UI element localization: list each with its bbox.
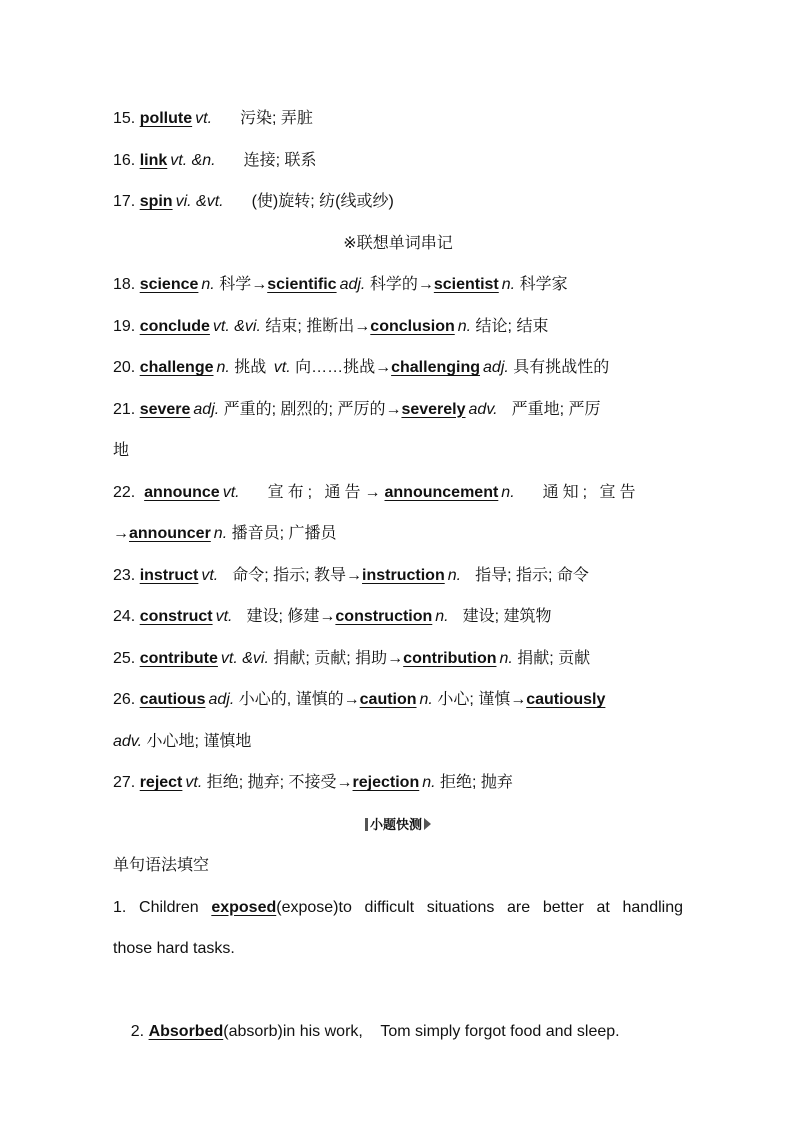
part-of-speech: vt. — [185, 774, 203, 791]
question-2 — [113, 970, 683, 1040]
definition: 挑战 — [234, 359, 271, 376]
part-of-speech: n. — [501, 276, 516, 293]
derived-word: scientist — [433, 276, 499, 293]
question-1-continuation: those hard tasks. — [113, 940, 235, 957]
entry-18 — [113, 264, 683, 306]
part-of-speech: adj. — [483, 359, 509, 376]
definition: 小心的, 谨慎的→ — [238, 691, 360, 708]
part-of-speech: n. — [499, 649, 513, 667]
entry-number: 17. — [113, 193, 140, 210]
entry-25 — [113, 638, 683, 680]
entry-23 — [113, 555, 683, 597]
part-of-speech: n. — [422, 774, 436, 791]
derived-word: construction — [335, 608, 433, 625]
part-of-speech: n. — [447, 566, 462, 584]
part-of-speech: adv. — [113, 732, 143, 750]
headword: severe — [139, 400, 191, 418]
part-of-speech: adj. — [339, 276, 366, 293]
part-of-speech: vt. &vi. — [220, 649, 269, 667]
definition: 科学的→ — [369, 276, 434, 293]
derived-word: scientific — [267, 276, 337, 293]
part-of-speech: adj. — [208, 691, 235, 708]
part-of-speech: vt. — [222, 483, 240, 501]
definition: 建设; 建筑物 — [462, 608, 552, 625]
entry-number: 22. — [113, 483, 140, 501]
badge-bar-icon — [365, 818, 368, 831]
badge-arrow-icon — [424, 818, 431, 830]
part-of-speech: vt. — [215, 608, 233, 625]
definition: 地 — [113, 442, 130, 459]
headword: construct — [139, 608, 213, 625]
question-text: (expose)to difficult situations are better at handling — [276, 898, 683, 916]
entry-number: 16. — [113, 151, 140, 169]
headword: cautious — [139, 691, 206, 708]
headword: link — [139, 151, 168, 169]
entry-20 — [113, 347, 683, 389]
badge-content — [365, 804, 431, 846]
part-of-speech: n. — [419, 691, 433, 708]
part-of-speech: n. — [201, 276, 215, 293]
headword: science — [139, 276, 199, 293]
part-of-speech: vt. — [201, 566, 219, 584]
question-text: Children — [139, 898, 212, 916]
entry-26-continuation — [113, 721, 683, 763]
definition: 建设; 修建→ — [246, 608, 336, 625]
entry-22-continuation — [113, 513, 683, 555]
headword: announce — [144, 483, 220, 501]
entry-number: 20. — [113, 359, 140, 376]
entry-21 — [113, 389, 683, 431]
part-of-speech: adj. — [193, 400, 220, 418]
definition: 小心地; 谨慎地 — [146, 732, 252, 750]
derived-word: rejection — [352, 774, 420, 791]
part-of-speech: n. — [501, 483, 515, 501]
derived-word: severely — [401, 400, 466, 418]
definition: 连接; 联系 — [243, 151, 317, 169]
derived-word: cautiously — [526, 691, 606, 708]
question-number: 2. — [130, 1023, 149, 1040]
entry-number: 19. — [113, 317, 140, 335]
part-of-speech: vi. &vt. — [175, 193, 224, 210]
definition: 拒绝; 抛弃 — [440, 774, 513, 791]
headword: spin — [139, 193, 173, 210]
derived-word: conclusion — [370, 317, 455, 335]
entry-21-continuation — [113, 430, 683, 472]
definition: 命令; 指示; 教导→ — [232, 566, 363, 584]
headword: instruct — [139, 566, 199, 584]
definition: 严重的; 剧烈的; 严厉的→ — [223, 400, 402, 418]
answer: Absorbed — [148, 1023, 224, 1040]
derived-word: instruction — [362, 566, 445, 584]
entry-number: 25. — [113, 649, 140, 667]
derived-word: announcer — [129, 525, 211, 542]
part-of-speech: vt. — [195, 110, 213, 127]
part-of-speech: n. — [435, 608, 449, 625]
derived-word: announcement — [384, 483, 499, 501]
question-1 — [113, 887, 683, 929]
definition: 向……挑战→ — [295, 359, 392, 376]
entry-27 — [113, 762, 683, 804]
definition: 通知; 宣告 — [542, 483, 640, 501]
entry-number: 24. — [113, 608, 140, 625]
headword: challenge — [139, 359, 214, 376]
question-text: (absorb)in his work, Tom simply forgot food and sleep. — [223, 1023, 620, 1040]
headword: pollute — [139, 110, 193, 127]
definition: 结束; 推断出→ — [265, 317, 371, 335]
definition: 科学家 — [519, 276, 568, 293]
headword: reject — [139, 774, 183, 791]
headword: conclude — [139, 317, 210, 335]
definition: (使)旋转; 纺(线或纱) — [251, 193, 394, 210]
derived-word: caution — [359, 691, 417, 708]
part-of-speech: n. — [457, 317, 472, 335]
definition: 指导; 指示; 命令 — [475, 566, 589, 584]
definition: 宣布; 通告→ — [267, 483, 385, 501]
entry-17 — [113, 181, 683, 223]
part-of-speech: vt. — [273, 359, 291, 376]
part-of-speech: vt. &vi. — [212, 317, 261, 335]
entry-number: 23. — [113, 566, 140, 584]
entry-15 — [113, 98, 683, 140]
definition: 捐献; 贡献 — [517, 649, 591, 667]
entry-19 — [113, 306, 683, 348]
definition: 拒绝; 抛弃; 不接受→ — [206, 774, 353, 791]
entry-26 — [113, 679, 683, 721]
part-of-speech: n. — [213, 525, 228, 542]
entry-number: 18. — [113, 276, 140, 293]
definition: 污染; 弄脏 — [240, 110, 313, 127]
arrow: → — [113, 525, 129, 542]
part-of-speech: adv. — [468, 400, 498, 418]
exercise-title: 单句语法填空 — [113, 857, 210, 874]
vocabulary-page — [113, 98, 683, 1040]
entry-24 — [113, 596, 683, 638]
entry-16 — [113, 140, 683, 182]
definition: 严重地; 严厉 — [511, 400, 601, 418]
derived-word: challenging — [391, 359, 481, 376]
headword: contribute — [139, 649, 218, 667]
definition: 科学→ — [219, 276, 268, 293]
definition: 播音员; 广播员 — [231, 525, 337, 542]
answer: exposed — [211, 898, 277, 916]
definition: 结论; 结束 — [475, 317, 549, 335]
section-heading: ※联想单词串记 — [343, 234, 453, 252]
entry-number: 26. — [113, 691, 140, 708]
question-number: 1. — [113, 898, 140, 916]
part-of-speech: n. — [216, 359, 230, 376]
definition: 具有挑战性的 — [513, 359, 610, 376]
derived-word: contribution — [403, 649, 497, 667]
entry-number: 27. — [113, 774, 140, 791]
entry-number: 21. — [113, 400, 140, 418]
quick-quiz-badge — [113, 804, 683, 846]
entry-22 — [113, 472, 683, 514]
definition: 捐献; 贡献; 捐助→ — [273, 649, 404, 667]
part-of-speech: vt. &n. — [170, 151, 216, 169]
entry-number: 15. — [113, 110, 140, 127]
badge-label: 小题快测 — [369, 816, 422, 832]
definition: 小心; 谨慎→ — [437, 691, 527, 708]
